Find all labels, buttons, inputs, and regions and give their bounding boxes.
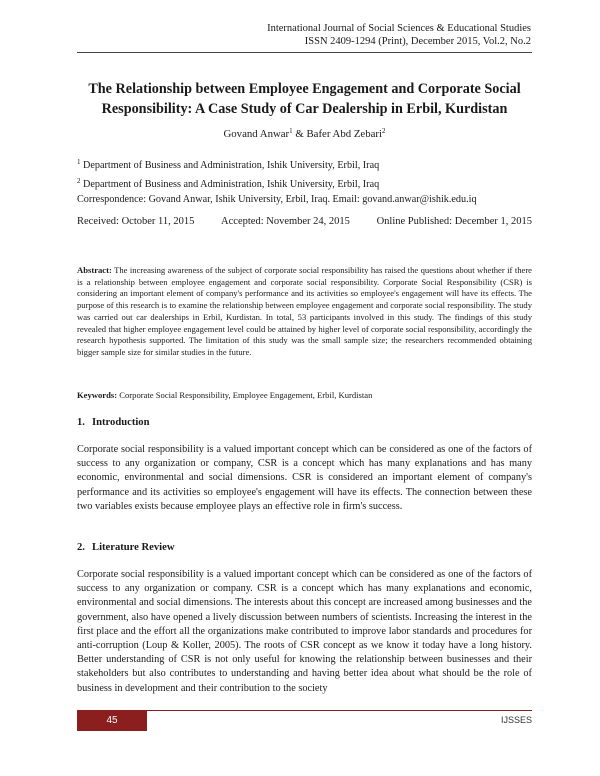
published-date: Online Published: December 1, 2015 (376, 216, 532, 227)
author-2: Bafer Abd Zebari (306, 128, 382, 140)
keywords (77, 390, 532, 400)
author-separator: & (292, 128, 307, 140)
header-divider (77, 52, 532, 53)
publication-dates (77, 216, 532, 227)
abstract-label: Abstract: (77, 265, 112, 275)
affiliation-2 (77, 174, 532, 193)
author-1-sup: 1 (289, 127, 293, 135)
page-footer (77, 710, 532, 733)
keywords-label: Keywords: (77, 390, 118, 400)
accepted-date: Accepted: November 24, 2015 (221, 216, 350, 227)
section-heading-introduction (77, 417, 150, 428)
section-title: Literature Review (92, 542, 175, 553)
affiliation-1-text: Department of Business and Administration, Ishik University, Erbil, Iraq (80, 160, 380, 171)
title-line-1: The Relationship between Employee Engagement and Corporate Social (88, 81, 521, 97)
correspondence: Correspondence: Govand Anwar, Ishik University, Erbil, Iraq. Email: govand.anwar@ishik.edu.iq (77, 194, 477, 205)
journal-name: International Journal of Social Sciences & Educational Studies (267, 23, 531, 34)
journal-abbreviation: IJSSES (500, 715, 532, 725)
affiliation-2-sup: 2 (77, 176, 81, 185)
section-number: 1. (77, 417, 85, 428)
abstract-text: The increasing awareness of the subject of corporate social responsibility has raised the questions about whether if there is a relationship between employee engagement and corporate social responsibility. Corporate Social Responsibility (CSR) is considering an important element of company's performance and its activities so employee's engagement will have its effects. The purpose of this research is to examine the relationship between employee engagement and corporate social responsibility. The study was carried out car dealerships in Erbil, Kurdistan. In total, 53 participants involved in this study. The findings of this study revealed that higher employee engagement level could be attained by higher level of corporate social responsibility, accordingly the research hypothesis supported. The limitation of this study was the small sample size; the researchers recommended obtaining bigger sample size for similar studies in the future. (77, 265, 532, 357)
abstract (77, 265, 532, 359)
introduction-paragraph: Corporate social responsibility is a valued important concept which can be considered as one of the factors of success to any organization or company, CSR is a concept which has many explanations and has many economic, environmental and social dimensions. CSR is considered an important element of company's performance and its activities so employee's engagement will have its effects. The connection between these two variables exists because employee plays an effective role in firm's success. (77, 444, 532, 512)
paper-title (77, 80, 532, 119)
literature-review-paragraph: Corporate social responsibility is a valued important concept which can be considered as one of the factors of success to any organization or company. CSR is a concept which has many explanations and economic, environmental and social dimensions. The interests about this concept are increased among businesses and the government, also have opened a lively discussion between numbers of scientists. Increasing the interest in the first place and the effort all the organizations make contributed to improve labor standards and procedures for anti-corruption (Loup & Koller, 2005). The roots of CSR concept as we know it today have a long history. Better understanding of CSR is not only useful for knowing the relationship between businesses and their stakeholders but also contributes to understanding and having better idea about what should be the role of business in development and their contribution to the society (77, 569, 532, 694)
section-heading-literature-review (77, 542, 174, 553)
title-line-2: Responsibility: A Case Study of Car Dealership in Erbil, Kurdistan (101, 100, 508, 117)
page-number: 45 (77, 711, 147, 731)
affiliation-2-text: Department of Business and Administration, Ishik University, Erbil, Iraq (80, 178, 380, 190)
affiliation-1 (77, 155, 532, 174)
received-date: Received: October 11, 2015 (77, 216, 195, 227)
journal-header (267, 22, 531, 48)
keywords-text: Corporate Social Responsibility, Employee Engagement, Erbil, Kurdistan (117, 390, 373, 400)
author-1: Govand Anwar (223, 128, 290, 140)
section-number: 2. (77, 542, 85, 553)
affiliation-1-sup: 1 (77, 158, 81, 166)
section-title: Introduction (92, 417, 150, 428)
author-list (77, 127, 532, 140)
affiliations (77, 155, 532, 208)
author-2-sup: 2 (382, 127, 386, 135)
journal-issn: ISSN 2409-1294 (Print), December 2015, Vol.2, No.2 (304, 36, 531, 47)
